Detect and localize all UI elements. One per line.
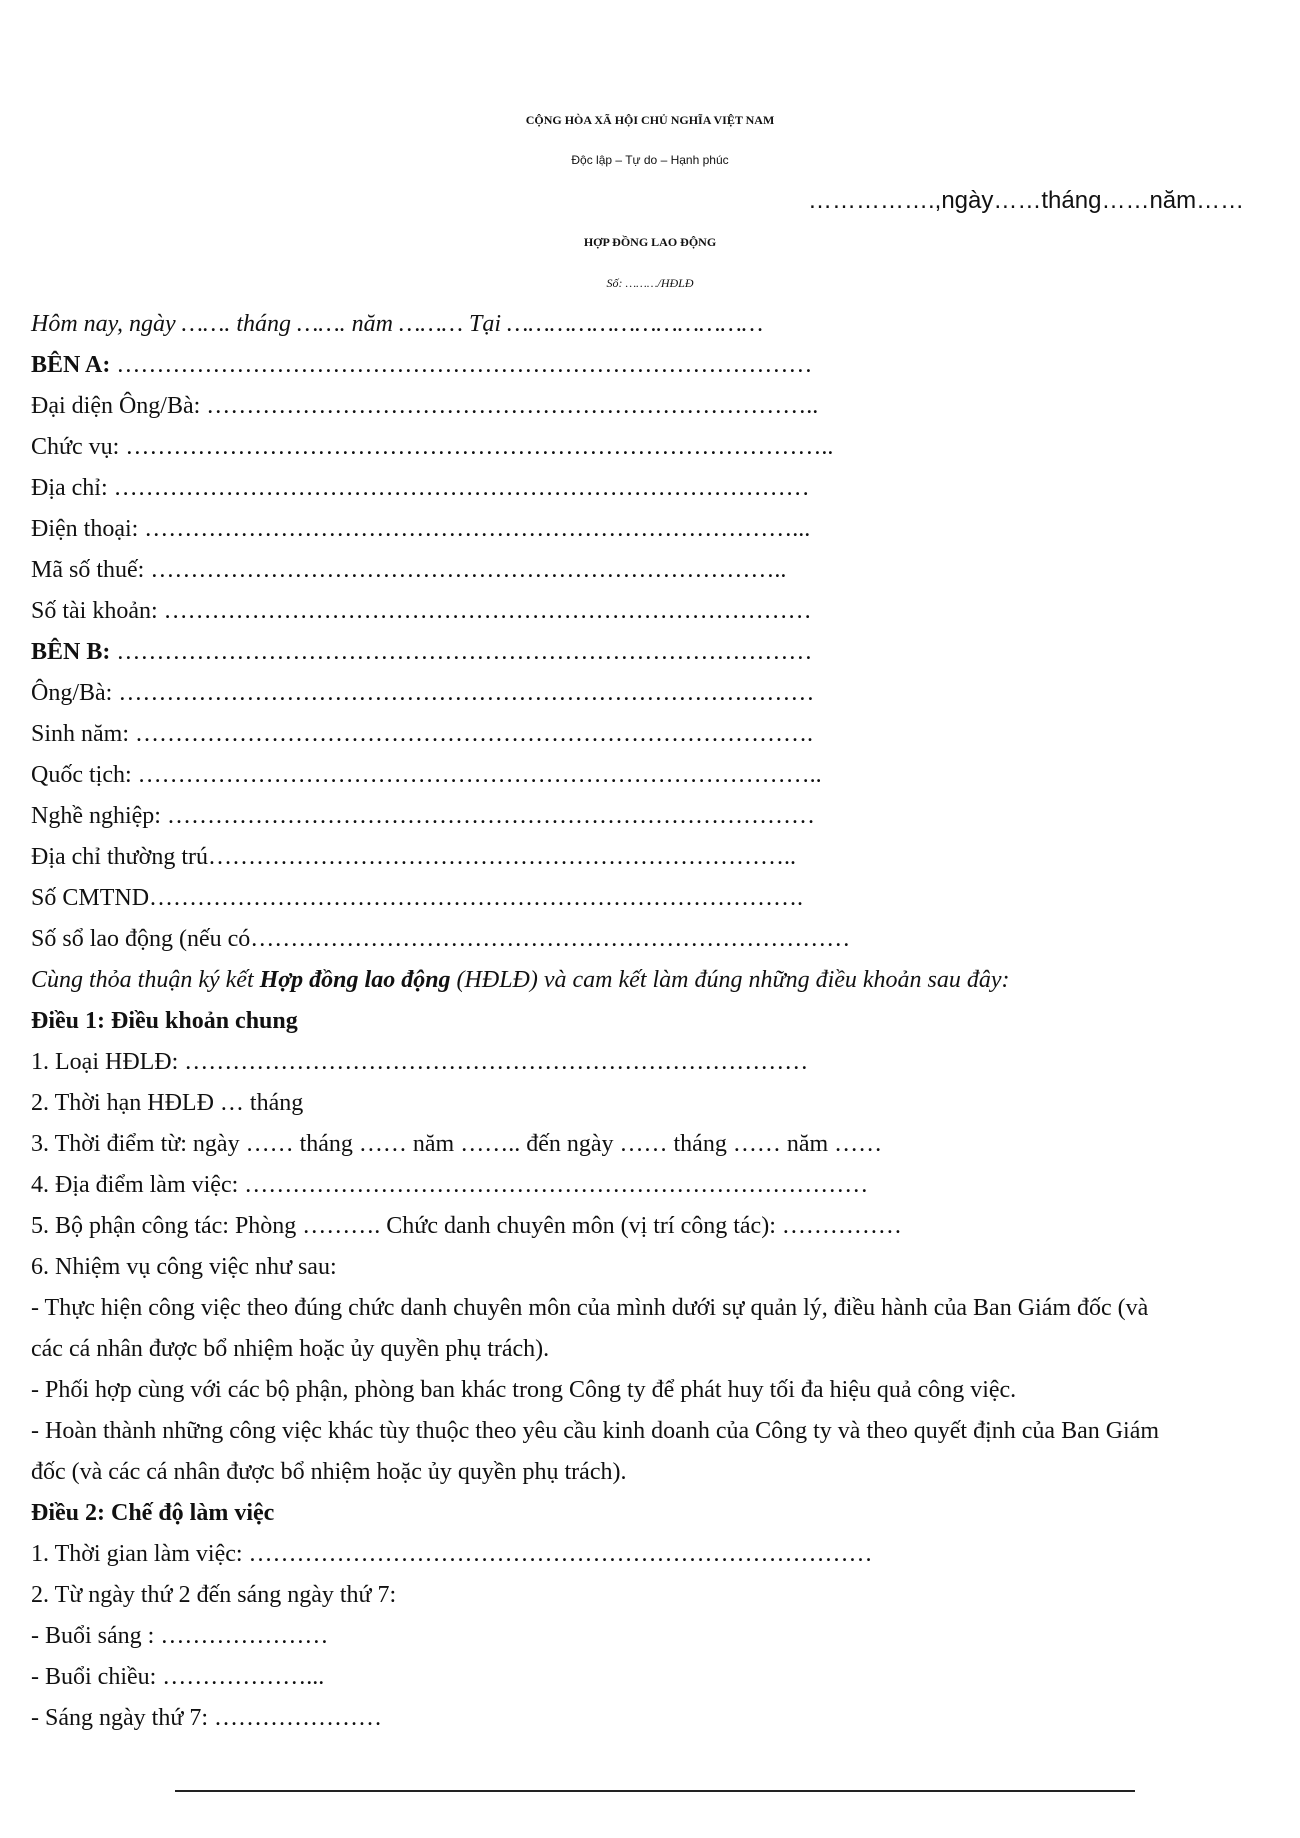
party-b-dots: ……………………………………………………………………………: [110, 639, 813, 665]
party-a-heading: [31, 351, 812, 379]
footer-divider: [175, 1790, 1135, 1792]
party-a-dots: ……………………………………………………………………………: [110, 352, 813, 378]
agreement-statement: [31, 966, 1010, 994]
party-b-nationality: Quốc tịch: …………………………………………………………………………..: [31, 762, 822, 788]
article-1-line: 1. Loại HĐLĐ: ……………………………………………………………………: [31, 1049, 809, 1075]
party-a-representative: Đại diện Ông/Bà: …………………………………………………………………..: [31, 393, 819, 419]
party-b-birth-year: Sinh năm: ………………………………………………………………………….: [31, 721, 814, 747]
article-1-line: - Phối hợp cùng với các bộ phận, phòng ban khác trong Công ty để phát huy tối đa hiệu quả công việc.: [31, 1377, 1017, 1403]
article-1-line: 6. Nhiệm vụ công việc như sau:: [31, 1254, 337, 1280]
article-1-line: 3. Thời điểm từ: ngày …… tháng …… năm …….. đến ngày …… tháng …… năm ……: [31, 1131, 883, 1157]
article-2-line: - Buổi sáng : …………………: [31, 1623, 329, 1649]
article-2-line: - Buổi chiều: ………………...: [31, 1664, 325, 1690]
contract-number: Số: ………/HĐLĐ: [606, 276, 694, 290]
agreement-prefix: Cùng thỏa thuận ký kết: [31, 967, 260, 993]
party-b-id-number: Số CMTND……………………………………………………………………….: [31, 885, 804, 911]
party-b-occupation: Nghề nghiệp: ………………………………………………………………………: [31, 803, 815, 829]
party-a-account-number: Số tài khoản: ………………………………………………………………………: [31, 598, 812, 624]
party-b-heading: [31, 638, 812, 666]
article-2-line: - Sáng ngày thứ 7: …………………: [31, 1705, 382, 1731]
party-a-label: BÊN A:: [31, 352, 111, 378]
article-1-line: các cá nhân được bổ nhiệm hoặc ủy quyền phụ trách).: [31, 1336, 550, 1362]
article-1-line: 5. Bộ phận công tác: Phòng ………. Chức danh chuyên môn (vị trí công tác): ……………: [31, 1213, 902, 1239]
party-b-name: Ông/Bà: ……………………………………………………………………………: [31, 680, 815, 706]
date-line: …………….,ngày……tháng……năm……: [808, 187, 1245, 214]
agreement-suffix: (HĐLĐ) và cam kết làm đúng những điều khoản sau đây:: [450, 967, 1010, 993]
country-name: CỘNG HÒA XÃ HỘI CHỦ NGHĨA VIỆT NAM: [525, 113, 775, 127]
national-motto: Độc lập – Tự do – Hạnh phúc: [571, 153, 729, 167]
article-2-line: 1. Thời gian làm việc: ……………………………………………………………………: [31, 1541, 873, 1567]
party-a-tax-code: Mã số thuế: ……………………………………………………………………..: [31, 557, 787, 583]
party-a-phone: Điện thoại: ………………………………………………………………………...: [31, 516, 811, 542]
contract-title: HỢP ĐỒNG LAO ĐỘNG: [583, 235, 717, 249]
article-1-line: 2. Thời hạn HĐLĐ … tháng: [31, 1090, 304, 1116]
article-2-line: 2. Từ ngày thứ 2 đến sáng ngày thứ 7:: [31, 1582, 397, 1608]
party-a-address: Địa chỉ: ……………………………………………………………………………: [31, 475, 810, 501]
article-1-line: - Hoàn thành những công việc khác tùy thuộc theo yêu cầu kinh doanh của Công ty và theo quyết định của Ban Giám: [31, 1418, 1160, 1444]
party-a-position: Chức vụ: ……………………………………………………………………………..: [31, 434, 834, 460]
party-b-label: BÊN B:: [31, 639, 111, 665]
article-1-heading: Điều 1: Điều khoản chung: [31, 1008, 298, 1034]
article-1-line: đốc (và các cá nhân được bổ nhiệm hoặc ủy quyền phụ trách).: [31, 1459, 627, 1485]
article-2-heading: Điều 2: Chế độ làm việc: [31, 1500, 275, 1526]
article-1-line: 4. Địa điểm làm việc: ……………………………………………………………………: [31, 1172, 869, 1198]
article-1-line: - Thực hiện công việc theo đúng chức danh chuyên môn của mình dưới sự quản lý, điều hành của Ban Giám đốc (và: [31, 1295, 1149, 1321]
party-b-permanent-address: Địa chỉ thường trú………………………………………………………………..: [31, 844, 796, 870]
contract-intro: Hôm nay, ngày ……. tháng ……. năm ……… Tại ………………………………: [31, 311, 764, 337]
agreement-contract-name: Hợp đồng lao động: [259, 967, 451, 993]
party-b-labor-book: Số sổ lao động (nếu có…………………………………………………………………: [31, 926, 851, 952]
